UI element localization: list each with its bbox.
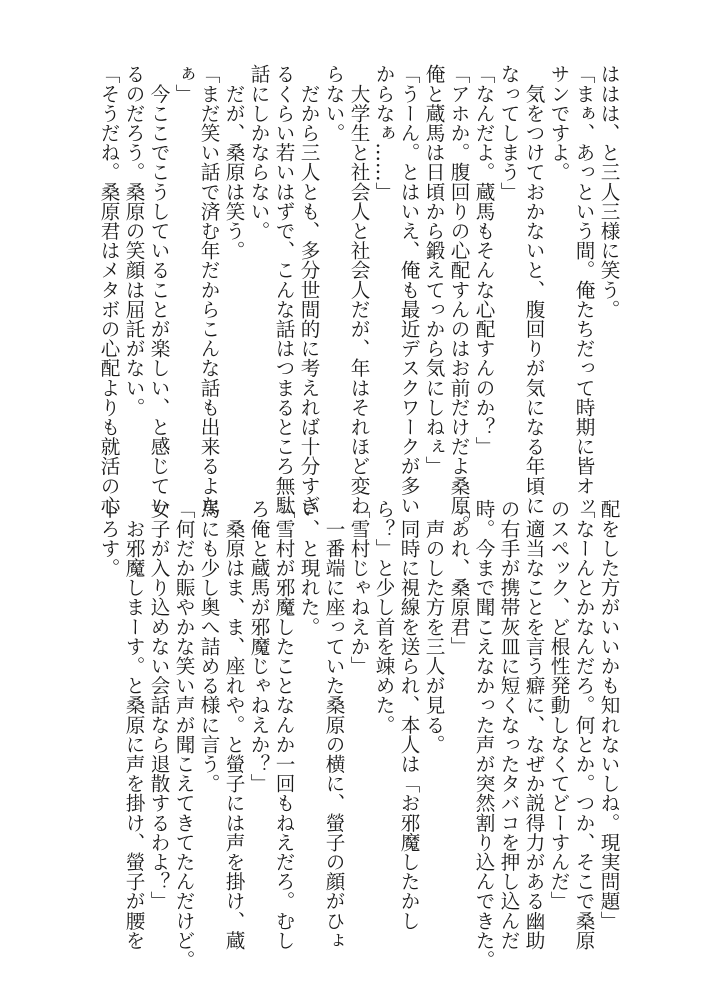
text-line: 「アホか。腹回りの心配すんのはお前だけだよ桑原。: [447, 64, 470, 535]
text-line: 「うーん。とはいえ、俺も最近デスクワークが多い: [397, 64, 420, 515]
text-line: 「まぁ、あっという間。俺たちだって時期に皆オッ: [572, 64, 595, 515]
text-line: 馬にも少し奥へ詰める様に言う。: [197, 499, 220, 793]
text-line: 「まだ笑い話で済む年だからこんな話も出来るよな: [197, 64, 220, 515]
text-line: 下ろす。: [97, 499, 120, 578]
text-line: 「雪村が邪魔したことなんか一回もねえだろ。むし: [272, 499, 295, 950]
text-line: るのだろう。桑原の笑顔は屈託がない。: [122, 64, 145, 417]
text-line: 一番端に座っていた桑原の横に、螢子の顔がひょ: [322, 499, 345, 950]
text-line: ははは、と三人三様に笑う。: [597, 64, 620, 319]
text-block-top: [95, 64, 621, 535]
text-line: 大学生と社会人と社会人だが、年はそれほど変わ: [347, 64, 370, 515]
text-line: ら？」と少し首を竦めた。: [372, 499, 395, 735]
text-line: ろ俺と蔵馬が邪魔じゃねえか？」: [247, 499, 270, 793]
text-line: お邪魔しまーす。と桑原に声を掛け、螢子が腰を: [122, 499, 145, 950]
text-line: 女子が入り込めない会話なら退散するわよ？」: [147, 499, 170, 911]
text-line: 今ここでこうしていることが楽しい、と感じてい: [147, 64, 170, 515]
text-line: 話にしかならない。: [247, 64, 270, 241]
text-line: のスペック、ど根性発動しなくてどーすんだ」: [547, 499, 570, 911]
text-line: 声のした方を三人が見る。: [422, 499, 445, 754]
text-line: るくらい若いはずで、こんな話はつまるところ無駄: [272, 64, 295, 515]
text-line: 「そうだね。桑原君はメタボの心配よりも就活の心: [97, 64, 120, 515]
text-line: の右手が携帯灰皿に短くなったタバコを押し込んだ: [497, 499, 520, 950]
text-line: 「あれ、桑原君」: [447, 499, 470, 656]
text-line: い、と現れた。: [297, 499, 320, 637]
text-line: 配をした方がいいかも知れないしね。現実問題」: [597, 499, 620, 931]
text-line: 適当なことを言う癖に、なぜか説得力がある幽助: [522, 499, 545, 950]
text-line: からなぁ……」: [372, 64, 395, 202]
text-line: 時。今まで聞こえなかった声が突然割り込んできた。: [472, 499, 495, 970]
text-line: 「なーんとかなんだろ。何とか。つか、そこで桑原: [572, 499, 595, 950]
text-line: だから三人とも、多分世間的に考えれば十分すぎ: [297, 64, 320, 515]
text-line: 「雪村じゃねえか」: [347, 499, 370, 676]
text-line: 俺と蔵馬は日頃から鍛えてっから気にしねぇ」: [422, 64, 445, 476]
text-line: 桑原はま、ま、座れや。と螢子には声を掛け、蔵: [222, 499, 245, 950]
text-line: らない。: [322, 64, 345, 143]
text-line: ぁ」: [172, 64, 195, 104]
text-line: 「何だか賑やかな笑い声が聞こえてきてたんだけど。: [172, 499, 195, 970]
text-block-bottom: [95, 499, 621, 970]
text-line: なってしまう」: [497, 64, 520, 202]
text-line: 気をつけておかないと、腹回りが気になる年頃に: [522, 64, 545, 515]
text-line: 同時に視線を送られ、本人は「お邪魔したかし: [397, 499, 420, 931]
text-line: サンですよ。: [547, 64, 570, 182]
text-line: だが、桑原は笑う。: [222, 64, 245, 260]
text-line: 「なんだよ。蔵馬もそんな心配すんのか？」: [472, 64, 495, 456]
